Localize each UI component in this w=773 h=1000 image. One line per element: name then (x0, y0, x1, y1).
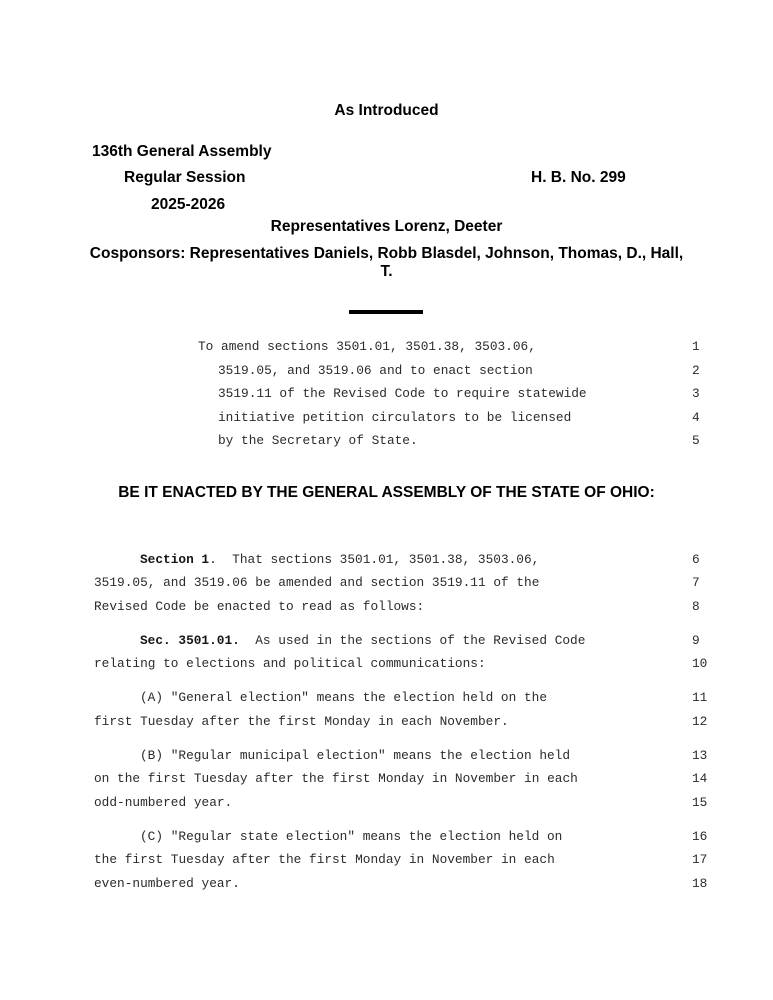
line-number: 6 (692, 551, 700, 567)
line-number: 5 (692, 433, 700, 448)
bill-line (0, 335, 773, 359)
bill-line (0, 382, 773, 406)
enacting-clause: BE IT ENACTED BY THE GENERAL ASSEMBLY OF THE STATE OF OHIO: (118, 484, 655, 501)
bill-line (0, 848, 773, 872)
line-number: 17 (692, 852, 708, 867)
line-number: 2 (692, 362, 700, 378)
bill-line-text: the first Tuesday after the first Monday in November in each (94, 852, 555, 867)
general-assembly-label: 136th General Assembly (92, 143, 272, 160)
bill-line (0, 710, 773, 734)
cosponsors-line-2: T. (380, 262, 393, 280)
bill-line-text: first Tuesday after the first Monday in each November. (94, 713, 509, 729)
bill-line-text: 3519.05, and 3519.06 be amended and section 3519.11 of the (94, 575, 540, 590)
line-number: 7 (692, 575, 700, 590)
bill-number: H. B. No. 299 (531, 169, 626, 186)
bill-line (0, 652, 773, 676)
line-number: 11 (692, 690, 708, 705)
line-number: 15 (692, 794, 708, 810)
bill-line (0, 595, 773, 619)
bill-line (0, 629, 773, 653)
bill-line (0, 825, 773, 849)
version-status: As Introduced (334, 102, 439, 119)
line-number: 4 (692, 409, 700, 425)
bill-line (0, 767, 773, 791)
line-number: 8 (692, 598, 700, 614)
bill-line-text: (B) "Regular municipal election" means the election held (140, 747, 571, 763)
line-number: 1 (692, 339, 700, 354)
bill-line-text: even-numbered year. (94, 875, 240, 891)
bill-line-text: (A) "General election" means the election held on the (140, 690, 548, 705)
bill-line-text: Revised Code be enacted to read as follows: (94, 598, 425, 614)
bill-line-text: 3519.05, and 3519.06 and to enact section (218, 362, 533, 378)
bill-line (0, 548, 773, 572)
session-years: 2025-2026 (151, 196, 226, 213)
bill-line-text: To amend sections 3501.01, 3501.38, 3503.06, (198, 339, 536, 354)
bill-line-text: (C) "Regular state election" means the election held on (140, 828, 563, 844)
bold-run: Sec. 3501.01. (140, 632, 240, 648)
bold-run: Section 1 (140, 551, 210, 567)
bill-line (0, 359, 773, 383)
bill-line-text: by the Secretary of State. (218, 433, 418, 448)
bill-line (0, 406, 773, 430)
cosponsors-block (0, 245, 773, 280)
line-number: 12 (692, 713, 708, 729)
line-number: 10 (692, 656, 708, 671)
session-label: Regular Session (124, 169, 246, 186)
bill-line-text: on the first Tuesday after the first Monday in November in each (94, 771, 578, 786)
section-divider (349, 310, 423, 314)
bill-line-text: odd-numbered year. (94, 794, 233, 810)
bill-line-text: 3519.11 of the Revised Code to require statewide (218, 386, 587, 401)
line-number: 14 (692, 771, 708, 786)
bill-line (0, 744, 773, 768)
line-number: 16 (692, 828, 708, 844)
bill-lines (0, 335, 773, 895)
bill-line-text: Sec. 3501.01. As used in the sections of the Revised Code (140, 632, 586, 648)
bill-line (0, 686, 773, 710)
bill-line (0, 872, 773, 896)
cosponsors-line-1: Cosponsors: Representatives Daniels, Robb Blasdel, Johnson, Thomas, D., Hall, (89, 245, 684, 262)
bill-line (0, 429, 773, 453)
bill-line-text: initiative petition circulators to be licensed (218, 409, 572, 425)
line-number: 9 (692, 632, 700, 648)
bill-line (0, 791, 773, 815)
sponsors-line: Representatives Lorenz, Deeter (270, 218, 503, 235)
bill-line (0, 571, 773, 595)
line-number: 13 (692, 747, 708, 763)
bill-line-text: relating to elections and political communications: (94, 656, 486, 671)
line-number: 18 (692, 875, 708, 891)
line-number: 3 (692, 386, 700, 401)
bill-line-text: Section 1. That sections 3501.01, 3501.38, 3503.06, (140, 551, 540, 567)
